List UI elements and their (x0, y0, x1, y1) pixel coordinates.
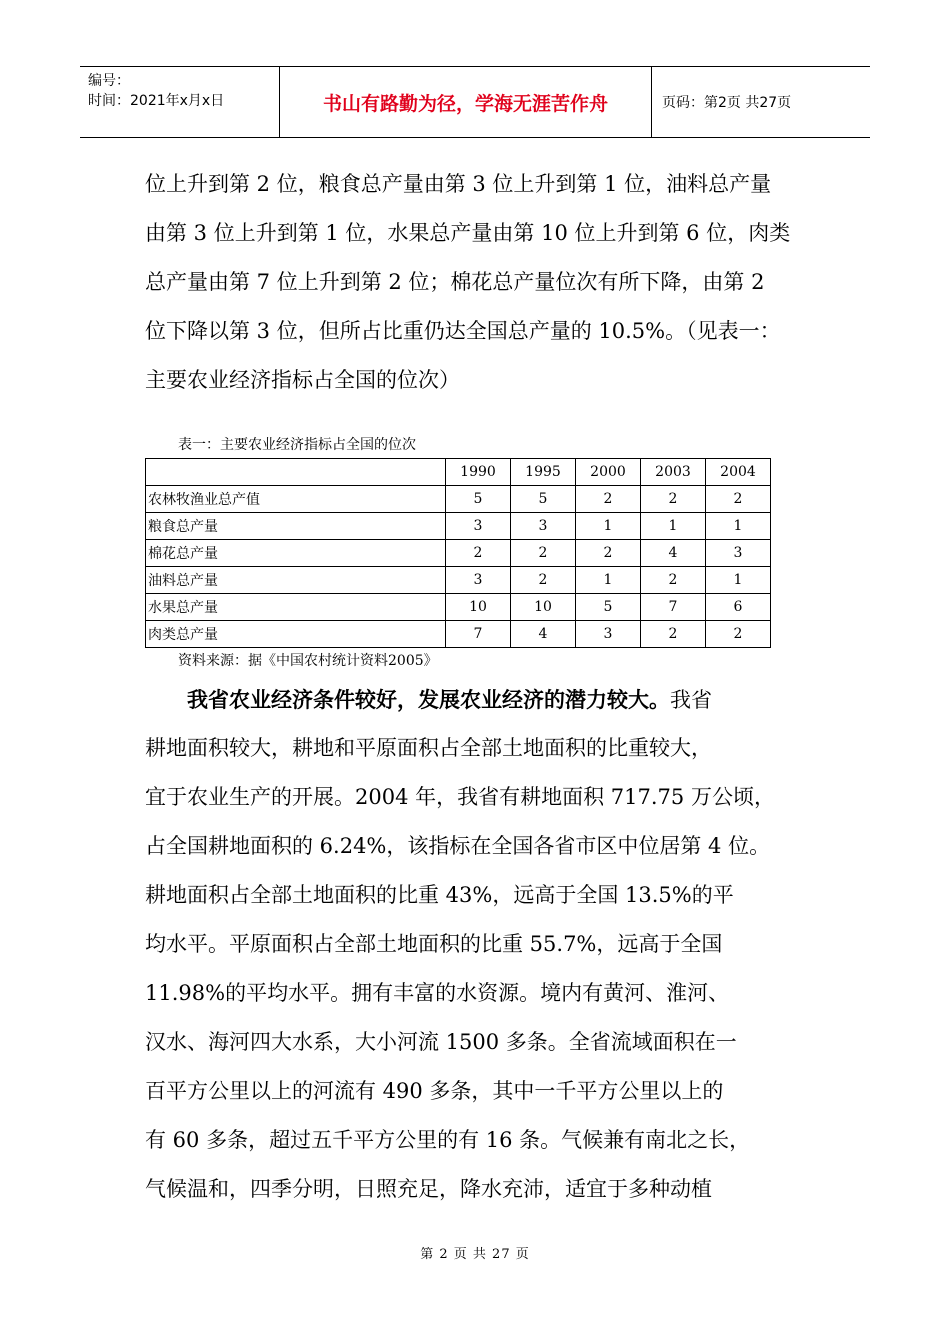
paragraph-line: 耕地面积占全部土地面积的比重 43%，远高于全国 13.5%的平 (145, 883, 734, 907)
paragraph-line-rest: 我省 (670, 688, 712, 712)
document-time-label: 时间：2021年x月x日 (88, 93, 225, 109)
table-cell: 2 (641, 567, 706, 594)
paragraph-line: 由第 3 位上升到第 1 位，水果总产量由第 10 位上升到第 6 位，肉类 (145, 221, 791, 245)
table-row (146, 486, 771, 513)
paragraph-lead-sentence: 我省农业经济条件较好，发展农业经济的潜力较大。 (187, 687, 670, 712)
table-cell: 1 (641, 513, 706, 540)
table-caption: 表一：主要农业经济指标占全国的位次 (178, 437, 416, 453)
paragraph-line: 汉水、海河四大水系，大小河流 1500 多条。全省流域面积在一 (145, 1030, 737, 1054)
row-label: 农林牧渔业总产值 (146, 486, 446, 513)
page-header (80, 66, 870, 138)
table-cell: 4 (641, 540, 706, 567)
table-cell: 3 (511, 513, 576, 540)
paragraph-line: 位上升到第 2 位，粮食总产量由第 3 位上升到第 1 位，油料总产量 (145, 172, 772, 196)
table-cell: 1 (576, 567, 641, 594)
row-label: 粮食总产量 (146, 513, 446, 540)
table-cell: 2 (511, 567, 576, 594)
paragraph-line: 均水平。平原面积占全部土地面积的比重 55.7%，远高于全国 (145, 932, 723, 956)
table-cell: 2 (576, 540, 641, 567)
table-header-cell: 1995 (511, 459, 576, 486)
paragraph-1 (145, 160, 825, 405)
page-footer: 第 2 页 共 27 页 (420, 1247, 530, 1262)
paragraph-line: 11.98%的平均水平。拥有丰富的水资源。境内有黄河、淮河、 (145, 981, 730, 1005)
table-cell: 10 (511, 594, 576, 621)
row-label: 水果总产量 (146, 594, 446, 621)
table-row (146, 594, 771, 621)
table-header-cell: 2003 (641, 459, 706, 486)
table-header-cell (146, 459, 446, 486)
table-header-row (146, 459, 771, 486)
header-page-info: 页码：第2页 共27页 (662, 95, 792, 111)
paragraph-line: 主要农业经济指标占全国的位次） (145, 368, 460, 392)
table-source: 资料来源：据《中国农村统计资料2005》 (178, 653, 438, 669)
paragraph-line: 宜于农业生产的开展。2004 年，我省有耕地面积 717.75 万公顷， (145, 785, 775, 809)
table-row (146, 567, 771, 594)
paragraph-line: 气候温和，四季分明，日照充足，降水充沛，适宜于多种动植 (145, 1177, 712, 1201)
table-cell: 10 (446, 594, 511, 621)
table-cell: 7 (446, 621, 511, 648)
table-cell: 3 (706, 540, 771, 567)
table-cell: 2 (511, 540, 576, 567)
table-cell: 1 (706, 513, 771, 540)
table-row (146, 540, 771, 567)
paragraph-line: 有 60 多条，超过五千平方公里的有 16 条。气候兼有南北之长， (145, 1128, 751, 1152)
document-number-label: 编号： (88, 73, 130, 89)
table-cell: 3 (446, 567, 511, 594)
row-label: 棉花总产量 (146, 540, 446, 567)
table-cell: 7 (641, 594, 706, 621)
header-motto: 书山有路勤为径，学海无涯苦作舟 (280, 67, 652, 137)
table-cell: 1 (706, 567, 771, 594)
table-cell: 5 (576, 594, 641, 621)
table-cell: 3 (576, 621, 641, 648)
table-cell: 1 (576, 513, 641, 540)
table-header-cell: 2004 (706, 459, 771, 486)
table-row (146, 621, 771, 648)
table-cell: 2 (706, 486, 771, 513)
table-cell: 2 (706, 621, 771, 648)
header-meta (80, 67, 280, 137)
row-label: 肉类总产量 (146, 621, 446, 648)
table-cell: 2 (641, 486, 706, 513)
paragraph-first-line (145, 675, 825, 724)
paragraph-line: 百平方公里以上的河流有 490 多条，其中一千平方公里以上的 (145, 1079, 724, 1103)
table-header-cell: 2000 (576, 459, 641, 486)
table-cell: 4 (511, 621, 576, 648)
paragraph-2 (145, 675, 825, 1214)
paragraph-line: 占全国耕地面积的 6.24%，该指标在全国各省市区中位居第 4 位。 (145, 834, 771, 858)
table-cell: 2 (446, 540, 511, 567)
paragraph-line: 位下降以第 3 位，但所占比重仍达全国总产量的 10.5%。（见表一： (145, 319, 781, 343)
table-cell: 5 (511, 486, 576, 513)
table-header-cell: 1990 (446, 459, 511, 486)
table-row (146, 513, 771, 540)
table-cell: 5 (446, 486, 511, 513)
table-cell: 3 (446, 513, 511, 540)
ranking-table (145, 458, 771, 648)
row-label: 油料总产量 (146, 567, 446, 594)
paragraph-line: 总产量由第 7 位上升到第 2 位；棉花总产量位次有所下降，由第 2 (145, 270, 765, 294)
table-cell: 2 (641, 621, 706, 648)
table-cell: 6 (706, 594, 771, 621)
paragraph-line: 耕地面积较大，耕地和平原面积占全部土地面积的比重较大， (145, 736, 712, 760)
table-cell: 2 (576, 486, 641, 513)
